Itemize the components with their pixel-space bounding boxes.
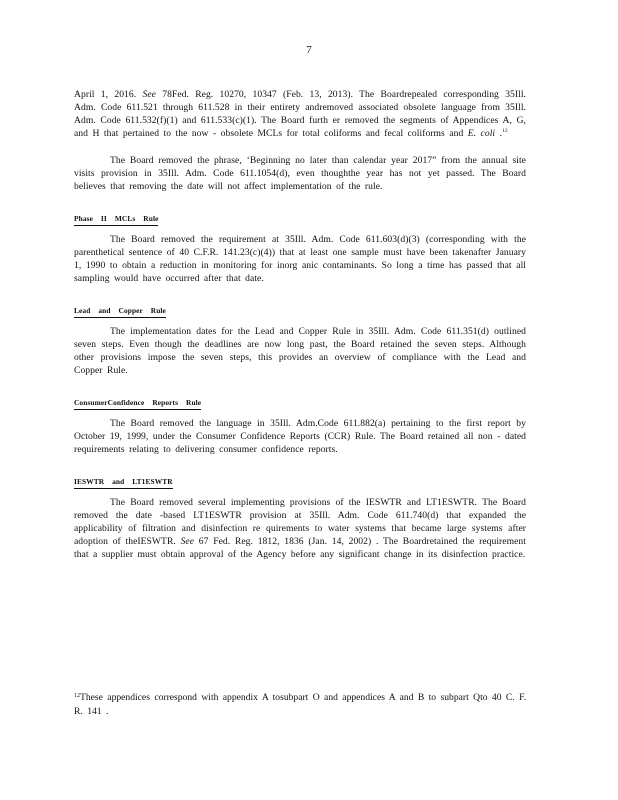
paragraph-1 xyxy=(74,88,526,140)
paragraph-1-end: . xyxy=(495,128,503,139)
see-signal-2: See xyxy=(180,536,195,547)
see-signal: See xyxy=(142,89,156,100)
heading-phase-ii: Phase II MCLs Rule xyxy=(74,214,158,226)
paragraph-6 xyxy=(74,496,526,561)
paragraph-2: The Board removed the phrase, ‘Beginning no later than calendar year 2017” from the annual site visits provision in 35Ill. Adm. Code 611.1054(d), even thoughthe year has not yet passed. The Board believes that removing the date will not affect implementation of the rule. xyxy=(74,155,526,192)
heading-ccr: ConsumerConfidence Reports Rule xyxy=(74,398,201,410)
e-coli-term: E. coli xyxy=(467,128,496,139)
paragraph-4: The implementation dates for the Lead and Copper Rule in 35Ill. Adm. Code 611.351(d) outlined seven steps. Even though the deadlines are now long past, the Board retained the seven steps. Although other provisions impose the seven steps, this provides an overview of compliance with the Lead and Copper Rule. xyxy=(74,326,526,376)
footnote xyxy=(74,691,529,719)
footnote-text: These appendices correspond with appendix A tosubpart O and appendices A and B to subpart Qto 40 C. F. R. 141 . xyxy=(74,692,527,717)
paragraph-5: The Board removed the language in 35Ill. Adm.Code 611.882(a) pertaining to the first report by October 19, 1999, under the Consumer Confidence Reports (CCR) Rule. The Board retained all non - dated requirements relating to delivering consumer confidence reports. xyxy=(74,418,526,455)
paragraph-6-end: 67 Fed. Reg. 1812, 1836 (Jan. 14, 2002) . The Boardretained the requirement that a supplier must obtain approval of the Agency before any significant change in its disinfection practice. xyxy=(74,536,526,560)
footnote-ref: 12 xyxy=(502,128,508,134)
paragraph-1-start: April 1, 2016. xyxy=(74,89,143,100)
paragraph-3: The Board removed the requirement at 35Ill. Adm. Code 611.603(d)(3) (corresponding with the parenthetical sentence of 40 C.F.R. 141.23(c)(4)) that at least one sample must have been takenafter January 1, 1990 to obtain a reduction in monitoring for inorg anic contaminants. So long a time has passed that all sampling would have occurred after that date. xyxy=(74,234,526,284)
heading-ieswtr: IESWTR and LT1ESWTR xyxy=(74,477,173,489)
heading-lead-copper: Lead and Copper Rule xyxy=(74,306,166,318)
paragraph-6-main: The Board removed several implementing provisions of the IESWTR and LT1ESWTR. The Board removed the date -based LT1ESWTR provision at 35Ill. Adm. Code 611.740(d) that expanded the applicability of filtration and disinfection re quirements to water systems that became large systems after adoption of theIESWTR. xyxy=(74,497,526,547)
body-content xyxy=(74,88,526,561)
paragraph-1-main: 78Fed. Reg. 10270, 10347 (Feb. 13, 2013). The Boardrepealed corresponding 35Ill. Adm. Code 611.521 through 611.528 in their entirety andremoved associated obsolete language from 35Ill. Adm. Code 611.532(f)(1) and 611.533(c)(1). The Board furth er removed the segments of Appendices A, G, and H that pertained to the now - obsolete MCLs for total coliforms and fecal coliforms and xyxy=(74,89,526,139)
page-number: 7 xyxy=(306,44,312,56)
footnote-marker: 12 xyxy=(74,693,80,699)
